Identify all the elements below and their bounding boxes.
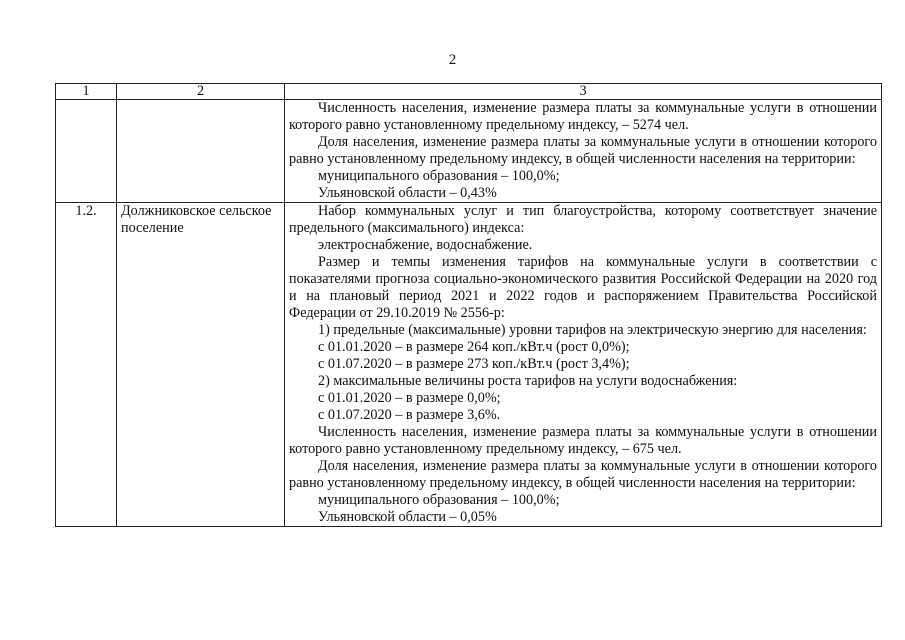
column-header-3: 3 <box>285 84 882 100</box>
paragraph: с 01.07.2020 – в размере 3,6%. <box>318 407 501 423</box>
paragraph: Набор коммунальных услуг и тип благоустройства, которому соответствует значение предельного (максимального) индекса: <box>289 203 877 236</box>
paragraph: муниципального образования – 100,0%; <box>318 168 560 184</box>
paragraph: с 01.01.2020 – в размере 264 коп./кВт.ч (рост 0,0%); <box>318 339 630 355</box>
column-header-2: 2 <box>117 84 285 100</box>
paragraph: муниципального образования – 100,0%; <box>318 492 560 508</box>
paragraph: 1) предельные (максимальные) уровни тарифов на электрическую энергию для населения: <box>318 322 867 338</box>
paragraph: Доля населения, изменение размера платы за коммунальные услуги в отношении которого равно установленному предельному индексу, в общей численности населения на территории: <box>289 458 877 491</box>
paragraph: Ульяновской области – 0,05% <box>318 509 497 525</box>
paragraph: Численность населения, изменение размера платы за коммунальные услуги в отношении которого равно установленному предельному индексу, – 675 чел. <box>289 424 877 457</box>
paragraph: 2) максимальные величины роста тарифов на услуги водоснабжения: <box>318 373 738 389</box>
column-header-1: 1 <box>56 84 117 100</box>
row-content <box>285 100 882 203</box>
row-number: 1.2. <box>56 203 117 527</box>
paragraph: Ульяновской области – 0,43% <box>318 185 497 201</box>
page-number: 2 <box>448 52 457 68</box>
paragraph: с 01.07.2020 – в размере 273 коп./кВт.ч (рост 3,4%); <box>318 356 630 372</box>
table-header-row <box>56 84 882 100</box>
row-content <box>285 203 882 527</box>
settlement-name: Должниковское сельское поселение <box>117 203 285 527</box>
table-row <box>56 203 882 527</box>
paragraph: Численность населения, изменение размера платы за коммунальные услуги в отношении которого равно установленному предельному индексу, – 5274 чел. <box>289 100 877 133</box>
paragraph: с 01.01.2020 – в размере 0,0%; <box>318 390 501 406</box>
settlement-name <box>117 100 285 203</box>
paragraph: Размер и темпы изменения тарифов на коммунальные услуги в соответствии с показателями прогноза социально-экономического развития Российской Федерации на 2020 год и на плановый период 2021 и 2022 годов и распоряжением Правительства Российской Федерации от 29.10.2019 № 2556-р: <box>289 254 877 321</box>
paragraph: электроснабжение, водоснабжение. <box>318 237 533 253</box>
paragraph: Доля населения, изменение размера платы за коммунальные услуги в отношении которого равно установленному предельному индексу, в общей численности населения на территории: <box>289 134 877 167</box>
table-row <box>56 100 882 203</box>
row-number <box>56 100 117 203</box>
data-table <box>55 83 882 527</box>
